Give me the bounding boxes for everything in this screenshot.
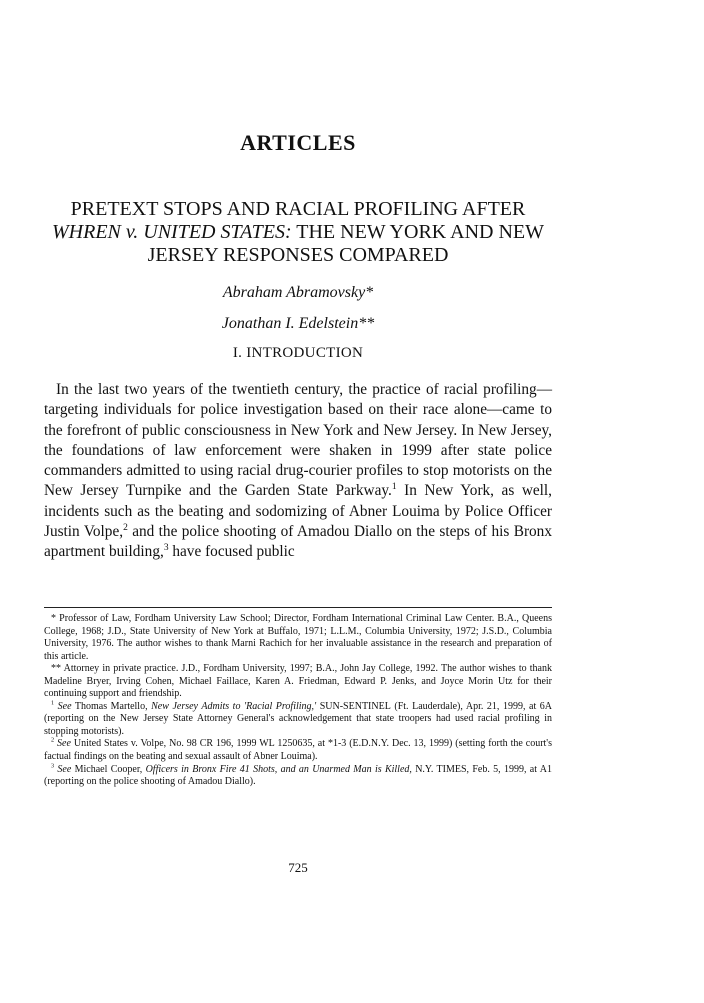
footnote-3-text: , Feb. 5, 1999, at A1 (reporting on the police shooting of Amadou Diallo).	[44, 763, 553, 788]
body-text-2: In New York, as well, incidents such as the beating and sodomizing of Abner Louima by Police Officer Justin Volpe,	[44, 482, 552, 541]
footnote-ref-2[interactable]: 2	[123, 522, 128, 533]
signal: See	[57, 700, 72, 712]
article-title	[44, 198, 552, 267]
footnote-2-number: 2	[51, 737, 55, 745]
title-line-2	[52, 221, 544, 243]
footnote-1-text: (Ft. Lauderdale), Apr. 21, 1999, at 6A (reporting on the New Jersey State Attorney General's acknowledgement that state troopers had used racial profiling in stopping motorists).	[44, 700, 552, 737]
page-number: 725	[288, 860, 308, 875]
footnotes	[44, 613, 552, 789]
footnote-author-1: * Professor of Law, Fordham University Law School; Director, Fordham International Criminal Law Center. B.A., Queens College, 1968; J.D., State University of New York at Buffalo, 1971; L.L.M., Columbia University, 1972; J.S.D., Columbia University, 1976. The author wishes to thank Marni Rachich for her invaluable assistance in the research and preparation of this article.	[44, 613, 552, 662]
footnote-1-source: SUN-SENTINEL	[316, 700, 391, 712]
author-2-marker: **	[358, 315, 375, 332]
section-heading: ARTICLES	[240, 130, 356, 155]
author-1-name: Abraham Abramovsky	[222, 284, 366, 301]
title-line-2-rest: THE NEW YORK AND NEW	[296, 221, 544, 243]
footnote-3-source: N.Y. TIMES	[411, 763, 467, 775]
footnote-3-title: Officers in Bronx Fire 41 Shots, and an Unarmed Man is Killed,	[145, 763, 412, 775]
footnote-2-text: United States v. Volpe, No. 98 CR 196, 1999 WL 1250635, at *1-3 (E.D.N.Y. Dec. 13, 1999) (setting forth the court's factual findings on the beating and sexual assault of Abner Louima).	[44, 738, 552, 763]
footnote-1-title: New Jersey Admits to 'Racial Profiling,'	[151, 700, 317, 712]
author-1	[0, 284, 596, 302]
body-text-1: In the last two years of the twentieth century, the practice of racial profiling—targeting individuals for police investigation based on their race alone—came to the forefront of public consciousness in New York and New Jersey. In New Jersey, the foundations of law enforcement were shaken in 1999 after state police commanders admitted to using racial drug-courier profiles to stop motorists on the New Jersey Turnpike and the Garden State Parkway.	[44, 381, 552, 500]
footnote-1-number: 1	[51, 699, 55, 707]
body-text-4: have focused public	[168, 543, 295, 561]
footnote-author-2: ** Attorney in private practice. J.D., Fordham University, 1997; B.A., John Jay College, 1992. The author wishes to thank Madeline Bryer, Irving Cohen, Michael Faillace, Karen A. Friedman, Edward P. Jenks, and Joyce Morin Utz for their continuing support and friendship.	[44, 663, 552, 700]
author-1-marker: *	[365, 284, 374, 301]
author-2-name: Jonathan I. Edelstein	[221, 315, 359, 332]
footnote-divider	[44, 607, 552, 608]
footnote-1-author: Thomas Martello,	[71, 700, 152, 712]
footnote-3-number: 3	[51, 762, 55, 770]
title-line-1: PRETEXT STOPS AND RACIAL PROFILING AFTER	[70, 198, 526, 220]
body-paragraph	[44, 380, 552, 563]
body-text-3: and the police shooting of Amadou Diallo on the steps of his Bronx apartment building,	[44, 523, 552, 561]
signal: See	[57, 738, 71, 750]
footnote-ref-3[interactable]: 3	[163, 543, 169, 554]
footnote-3-author: Michael Cooper,	[71, 763, 146, 775]
footnote-ref-1[interactable]: 1	[391, 482, 397, 493]
section-subheading: I. INTRODUCTION	[232, 345, 364, 361]
footnote-1	[44, 701, 552, 739]
title-line-3: JERSEY RESPONSES COMPARED	[147, 244, 449, 266]
case-name: WHREN v. UNITED STATES:	[52, 221, 292, 243]
signal: See	[57, 763, 72, 775]
footnote-3	[44, 764, 552, 789]
author-2	[0, 315, 596, 333]
footnote-2	[44, 738, 552, 763]
